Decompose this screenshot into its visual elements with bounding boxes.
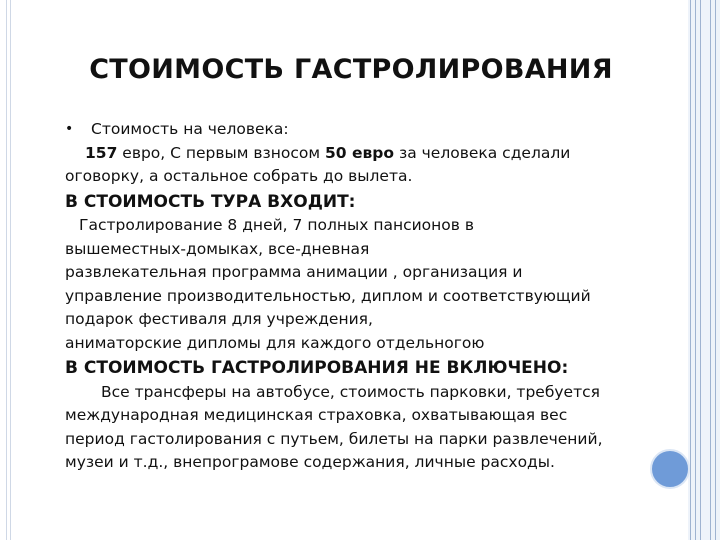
included-line: вышеместных-домыках, все-дневная — [65, 239, 370, 258]
price-deposit: 50 евро — [325, 143, 395, 162]
slide-body — [65, 118, 665, 475]
excluded-line: Все трансферы на автобусе, стоимость парковки, требуется — [101, 382, 600, 401]
excluded-line: период гастолирования с путьем, билеты на парки развлечений, — [65, 429, 603, 448]
included-line: управление производительностью, диплом и соответствующий — [65, 286, 591, 305]
price-text-a: евро, С первым взносом — [117, 143, 326, 162]
decorative-circle-icon — [650, 449, 690, 489]
excluded-heading: В СТОИМОСТЬ ГАСТРОЛИРОВАНИЯ НЕ ВКЛЮЧЕНО: — [65, 358, 569, 378]
slide-title: СТОИМОСТЬ ГАСТРОЛИРОВАНИЯ — [89, 54, 613, 85]
price-line-2: оговорку, а остальное собрать до вылета. — [65, 167, 413, 185]
price-bullet — [65, 118, 665, 142]
bullet-icon: • — [65, 121, 74, 137]
price-label: Стоимость на человека: — [91, 120, 289, 138]
excluded-line: международная медицинская страховка, охватывающая вес — [65, 406, 568, 424]
included-line: развлекательная программа анимации , организация и — [65, 263, 523, 281]
price-line — [65, 142, 665, 166]
included-line: подарок фестиваля для учреждения, — [65, 310, 373, 328]
included-heading: В СТОИМОСТЬ ТУРА ВХОДИТ: — [65, 191, 356, 212]
excluded-line: музеи и т.д., внепрограмове содержания, личные расходы. — [65, 453, 555, 471]
slide — [10, 0, 691, 540]
right-decorative-stripes — [688, 0, 720, 540]
price-text-b: за человека сделали — [394, 143, 571, 162]
left-border-line — [6, 0, 7, 540]
price-amount: 157 — [85, 143, 118, 162]
included-line: аниматорские дипломы для каждого отдельногою — [65, 333, 485, 352]
included-line: Гастролирование 8 дней, 7 полных пансионов в — [79, 216, 474, 234]
